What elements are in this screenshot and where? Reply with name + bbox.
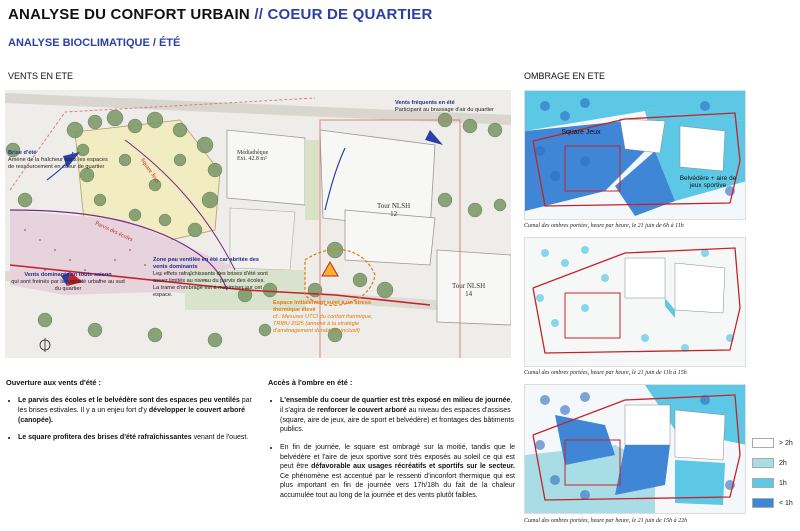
legend-item: 2h: [752, 458, 798, 468]
shade-section-label: OMBRAGE EN ETE: [524, 71, 606, 81]
shade-caption-midday: Cumul des ombres portées, heure par heure, le 21 juin de 11h à 15h: [524, 370, 687, 376]
square-label: Square Jeux: [138, 157, 161, 185]
shade-access-heading: Accès à l'ombre en été :: [268, 378, 353, 387]
thermal-stress-annotation: Espace initialement sujet à un stress thermique élevé cf.: Mesures UTCI du confort thermique, TRIBU 2025 (annexé à la stratégie d'aménagement durable et inclusif): [273, 300, 373, 334]
page-title: ANALYSE DU CONFORT URBAIN // COEUR DE QUARTIER: [8, 6, 433, 23]
wind-map-drawing: [5, 90, 511, 358]
legend-swatch-2h: [752, 458, 774, 468]
legend-item: 1h: [752, 478, 798, 488]
brise-annotation: Brise d'été Amène de la fraîcheur dans les espaces de ressourcement en coeur de quartier: [8, 150, 108, 170]
page-subtitle: ANALYSE BIOCLIMATIQUE / ÉTÉ: [8, 37, 181, 49]
list-item: • En fin de journée, le square est ombragé sur la moitié, tandis que le belvédère et l'aire de jeux sportive sont très exposés au soleil ce qui est peut être défavorable aux usages récréatifs et sportifs sur le secteur. Ce phénomène est accentué par le ressenti d'inconfort thermique qui est plus important en fin de journée vers 17h/18h du fait de la chaleur accumulée tout au long de la journée et des vents plutôt faibles.: [280, 443, 515, 501]
parvis-label: Parvis des écoles: [93, 220, 134, 244]
dominant-winds-annotation: Vents dominants en toute saison qui sont freinés par la rugosité urbaine au sud du quartier: [11, 272, 125, 292]
legend-swatch-1h: [752, 478, 774, 488]
wind-map: [5, 90, 511, 358]
tour-14-label: Tour NLSH 14: [452, 282, 486, 298]
shade-square-label: Square Jeux: [561, 129, 601, 136]
shade-legend: [752, 438, 798, 508]
mediatheque-label: Médiathèque Ext. 42.8 m²: [237, 150, 269, 162]
list-item: • Le square profitera des brises d'été rafraîchissantes venant de l'ouest.: [18, 433, 256, 443]
shade-belvedere-label: Belvédère + aire de jeux sportive: [679, 175, 737, 189]
legend-swatch-over-2h: [752, 438, 774, 448]
legend-swatch-under-1h: [752, 498, 774, 508]
wind-openness-text: [6, 378, 256, 451]
frequent-winds-annotation: Vents fréquents en été Participant au brassage d'air du quartier: [395, 100, 495, 113]
legend-item: < 1h: [752, 498, 798, 508]
shade-map-midday: [524, 237, 746, 367]
list-item: • L'ensemble du coeur de quartier est très exposé en milieu de journée, il s'agira de renforcer le couvert arboré au niveau des espaces d'assises (square, aire de jeux, aire de sport et belvédère) et frontages des bâtiments publics.: [280, 396, 515, 435]
tour-12-label: Tour NLSH 12: [377, 202, 411, 218]
shade-map-morning: [524, 90, 746, 220]
shade-map-evening: [524, 384, 746, 514]
shade-caption-evening: Cumul des ombres portées, heure par heure, le 21 juin de 15h à 22h: [524, 518, 688, 524]
winds-section-label: VENTS EN ETE: [8, 71, 74, 81]
shade-caption-morning: Cumul des ombres portées, heure par heure, le 21 juin de 6h à 11h: [524, 223, 684, 229]
wind-openness-heading: Ouverture aux vents d'été :: [6, 378, 101, 387]
legend-item: > 2h: [752, 438, 798, 448]
shade-access-text: [268, 378, 515, 509]
list-item: • Le parvis des écoles et le belvédère sont des espaces peu ventilés par les brises estivales. Il y a un enjeu fort d'y développer le couvert arboré (canopée).: [18, 396, 256, 425]
low-ventilation-annotation: Zone peu ventilée en été car abritée des vents dominants Les effets rafraîchissants des brises d'été sont assez limités au niveau du parvis des écoles. La trame d'ombrage est à maximiser sur cet espace.: [153, 257, 268, 298]
